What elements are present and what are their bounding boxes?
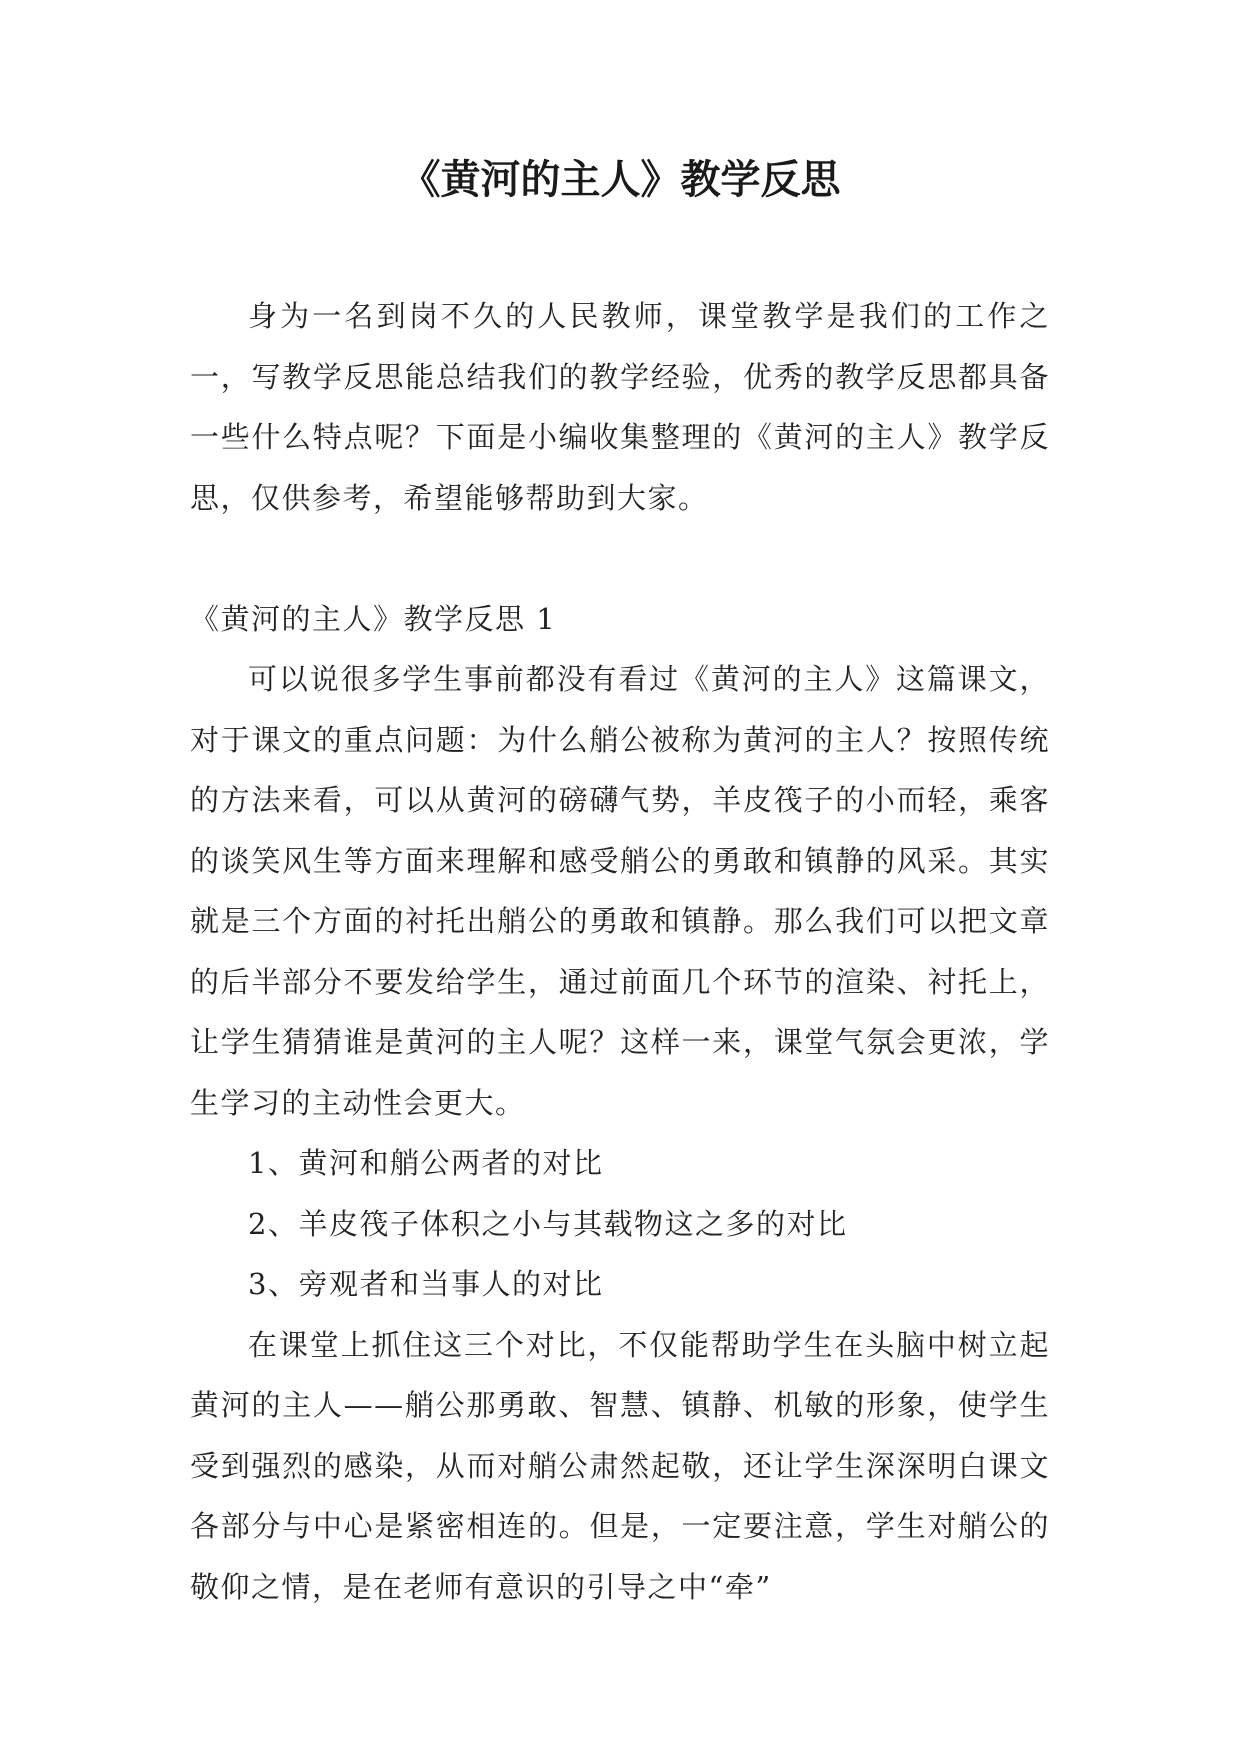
list-item: 1、黄河和艄公两者的对比 [248,1146,604,1180]
intro-paragraph: 身为一名到岗不久的人民教师，课堂教学是我们的工作之一，写教学反思能总结我们的教学经验，优秀的教学反思都具备一些什么特点呢？下面是小编收集整理的《黄河的主人》教学反思，仅供参考，希望能够帮助到大家。 [190,299,1050,515]
document-title: 《黄河的主人》教学反思 [400,157,841,203]
list-item: 2、羊皮筏子体积之小与其载物这之多的对比 [248,1206,848,1241]
list-item: 3、旁观者和当事人的对比 [248,1267,604,1301]
paragraph-spacer [190,528,1050,589]
document-body [190,286,1050,1617]
body-paragraph: 可以说很多学生事前都没有看过《黄河的主人》这篇课文，对于课文的重点问题：为什么艄公被称为黄河的主人？按照传统的方法来看，可以从黄河的磅礴气势，羊皮筏子的小而轻，乘客的谈笑风生等方面来理解和感受艄公的勇敢和镇静的风采。其实就是三个方面的衬托出艄公的勇敢和镇静。那么我们可以把文章的后半部分不要发给学生，通过前面几个环节的渲染、衬托上，让学生猜猜谁是黄河的主人呢？这样一来，课堂气氛会更浓，学生学习的主动性会更大。 [190,662,1050,1120]
section-heading: 《黄河的主人》教学反思 1 [190,601,557,636]
body-paragraph: 在课堂上抓住这三个对比，不仅能帮助学生在头脑中树立起黄河的主人——艄公那勇敢、智慧、镇静、机敏的形象，使学生受到强烈的感染，从而对艄公肃然起敬，还让学生深深明白课文各部分与中心是紧密相连的。但是，一定要注意，学生对艄公的敬仰之情，是在老师有意识的引导之中“牵” [190,1327,1050,1604]
